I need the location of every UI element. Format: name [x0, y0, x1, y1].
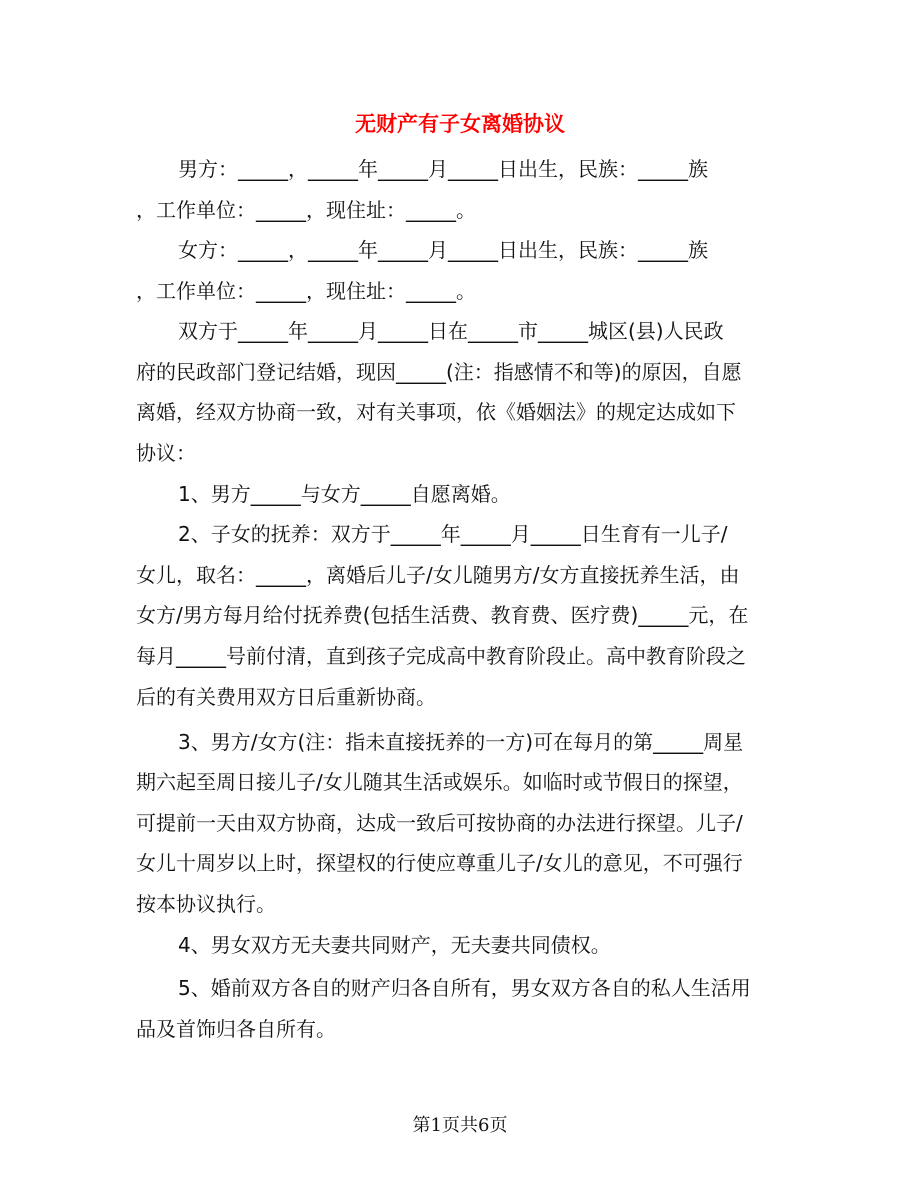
- page-number-footer: 第1页共6页: [412, 1115, 508, 1136]
- paragraph-line: 后的有关费用双方日后重新协商。: [136, 685, 436, 709]
- paragraph-line: 府的民政部门登记结婚，现因_____(注：指感情不和等)的原因，自愿: [136, 360, 742, 384]
- paragraph-line: 按本协议执行。: [136, 892, 276, 916]
- paragraph-line: 期六起至周日接儿子/女儿随其生活或娱乐。如临时或节假日的探望，: [136, 770, 743, 794]
- paragraph-line: 协议：: [136, 441, 196, 465]
- clause-1-line: 1、男方_____与女方_____自愿离婚。: [178, 482, 511, 506]
- clause-2-line: 2、子女的抚养：双方于_____年_____月_____日生育有一儿子/: [178, 522, 728, 546]
- clause-4-line: 4、男女双方无夫妻共同财产，无夫妻共同债权。: [178, 933, 611, 957]
- paragraph-line: 离婚，经双方协商一致，对有关事项，依《婚姻法》的规定达成如下: [136, 400, 736, 424]
- paragraph-line: 女方：_____，_____年_____月_____日出生，民族：_____族: [178, 238, 708, 262]
- clause-3-line: 3、男方/女方(注：指未直接抚养的一方)可在每月的第_____周星: [178, 730, 744, 754]
- document-title: 无财产有子女离婚协议: [355, 112, 565, 136]
- paragraph-line: ，工作单位：_____，现住址：_____。: [136, 279, 476, 303]
- paragraph-line: 女方/男方每月给付抚养费(包括生活费、教育费、医疗费)_____元，在: [136, 603, 749, 627]
- paragraph-line: 可提前一天由双方协商，达成一致后可按协商的办法进行探望。儿子/: [136, 811, 743, 835]
- paragraph-line: 男方：_____，_____年_____月_____日出生，民族：_____族: [178, 157, 708, 181]
- clause-5-line: 5、婚前双方各自的财产归各自所有，男女双方各自的私人生活用: [178, 976, 751, 1000]
- paragraph-line: 品及首饰归各自所有。: [136, 1017, 336, 1041]
- paragraph-line: 女儿，取名：_____，离婚后儿子/女儿随男方/女方直接抚养生活，由: [136, 563, 740, 587]
- paragraph-line: ，工作单位：_____，现住址：_____。: [136, 198, 476, 222]
- paragraph-line: 每月_____号前付清，直到孩子完成高中教育阶段止。高中教育阶段之: [136, 644, 746, 668]
- paragraph-line: 女儿十周岁以上时，探望权的行使应尊重儿子/女儿的意见，不可强行: [136, 851, 743, 875]
- paragraph-line: 双方于_____年_____月_____日在_____市_____城区(县)人民政: [178, 319, 724, 343]
